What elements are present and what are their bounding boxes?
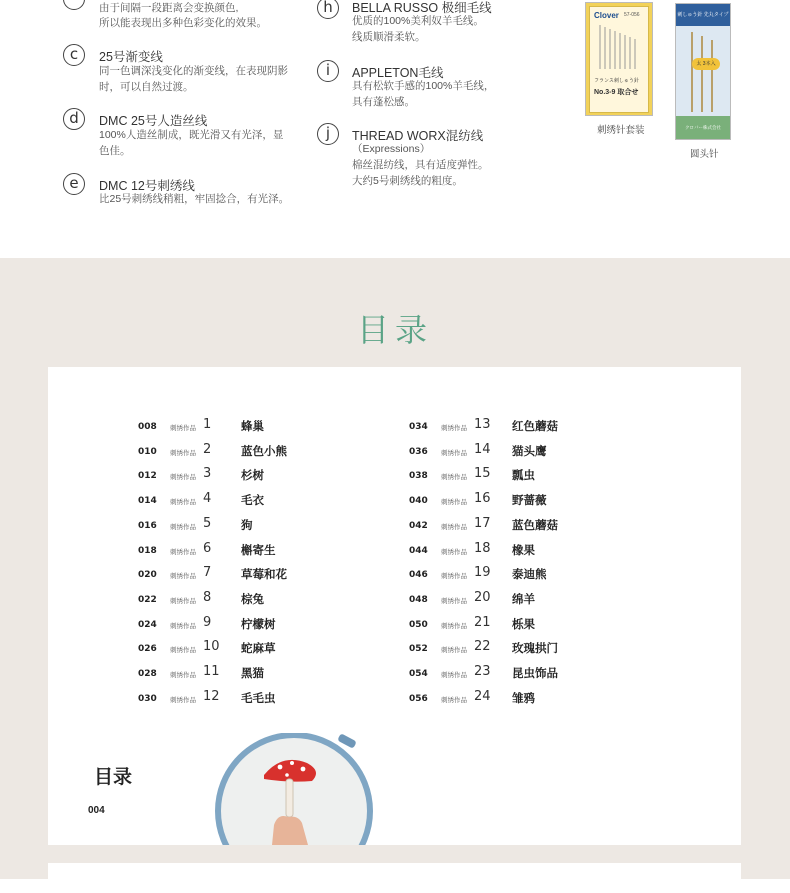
toc-work-number: 21: [474, 614, 491, 630]
toc-work-number: 20: [474, 589, 491, 605]
letter-badge: e: [63, 173, 85, 195]
preview-page-number: 004: [88, 805, 105, 816]
toc-work-label: 刺绣作品: [441, 647, 467, 655]
toc-page-number: 020: [138, 570, 157, 581]
toc-work-label: 刺绣作品: [170, 548, 196, 556]
toc-page-number: 030: [138, 693, 157, 704]
toc-work-label: 刺绣作品: [170, 449, 196, 457]
toc-work-number: 24: [474, 688, 491, 704]
toc-work-name: 棕兔: [241, 593, 264, 606]
toc-page-number: 012: [138, 471, 157, 482]
toc-work-name: 蓝色蘑菇: [512, 519, 558, 532]
toc-page-number: 024: [138, 619, 157, 630]
hoop-screw: [337, 733, 357, 749]
toc-work-label: 刺绣作品: [170, 523, 196, 531]
brand-logo: Clover: [594, 11, 619, 20]
package-footer: クロバー株式会社: [676, 116, 730, 139]
mushroom-stem: [286, 779, 293, 817]
material-desc-line: 所以能表现出多种色彩变化的效果。: [99, 17, 267, 29]
toc-work-number: 16: [474, 491, 491, 507]
toc-work-name: 槲寄生: [241, 544, 276, 557]
material-desc-line: （Expressions）: [352, 143, 431, 155]
material-desc-line: 同一色调深浅变化的渐变线，在表现阴影: [99, 65, 288, 77]
toc-work-number: 19: [474, 565, 491, 581]
needle-bundle: [596, 25, 642, 69]
toc-work-name: 橡果: [512, 544, 535, 557]
material-title: BELLA RUSSO 极细毛线: [352, 1, 492, 15]
material-desc-line: 棉丝混纺线，具有适度弹性。: [352, 159, 489, 171]
toc-work-number: 14: [474, 441, 491, 457]
toc-page-number: 050: [409, 619, 428, 630]
material-desc-line: 线质顺滑柔软。: [352, 31, 426, 43]
toc-work-name: 红色蘑菇: [512, 421, 558, 433]
material-title: DMC 12号刺绣线: [99, 179, 195, 193]
letter-badge: d: [63, 108, 85, 130]
toc-page-number: 044: [409, 545, 428, 556]
toc-work-label: 刺绣作品: [170, 474, 196, 482]
toc-work-number: 5: [203, 515, 212, 531]
embroidery-hoop-image: [212, 733, 376, 845]
toc-work-number: 15: [474, 466, 491, 482]
letter-badge: h: [317, 0, 339, 19]
letter-badge: i: [317, 60, 339, 82]
toc-page-number: 038: [409, 471, 428, 482]
needle-set-caption: 刺绣针套装: [597, 125, 645, 136]
toc-work-label: 刺绣作品: [170, 647, 196, 655]
material-desc-line: 时，可以自然过渡。: [99, 81, 194, 93]
toc-work-label: 刺绣作品: [441, 597, 467, 605]
toc-page-number: 018: [138, 545, 157, 556]
toc-page-number: 010: [138, 446, 157, 457]
toc-work-number: 6: [203, 540, 212, 556]
toc-work-name: 蓝色小熊: [241, 445, 287, 458]
needle-card: [589, 6, 649, 113]
toc-work-name: 玫瑰拱门: [512, 643, 558, 656]
toc-page-number: 016: [138, 520, 157, 531]
toc-work-name: 蜂巢: [241, 421, 264, 433]
letter-badge: j: [317, 123, 339, 145]
toc-page-number: 040: [409, 496, 428, 507]
toc-page-number: 028: [138, 669, 157, 679]
toc-work-name: 柠檬树: [241, 618, 276, 631]
toc-work-label: 刺绣作品: [170, 696, 196, 704]
toc-work-name: 狗: [241, 519, 253, 532]
toc-work-number: 22: [474, 639, 491, 655]
material-desc-line: 100%人造丝制成，既光滑又有光泽，显: [99, 129, 284, 141]
toc-work-label: 刺绣作品: [170, 597, 196, 605]
toc-work-label: 刺绣作品: [441, 474, 467, 482]
toc-work-name: 草莓和花: [241, 569, 287, 582]
toc-work-number: 10: [203, 639, 220, 655]
toc-work-label: 刺绣作品: [170, 622, 196, 630]
package-badge: 太 3本入: [692, 58, 720, 70]
material-desc-line: 优质的100%美利奴羊毛线。: [352, 15, 484, 27]
toc-work-label: 刺绣作品: [441, 622, 467, 630]
toc-work-name: 瓢虫: [512, 470, 535, 483]
material-desc-line: 由于间隔一段距离会变换颜色,: [99, 2, 239, 14]
toc-work-label: 刺绣作品: [441, 672, 467, 679]
letter-badge: c: [63, 44, 85, 66]
toc-work-name: 昆虫饰品: [512, 668, 558, 680]
material-title: THREAD WORX混纺线: [352, 129, 484, 143]
toc-page-number: 046: [409, 570, 428, 581]
material-desc-line: 比25号刺绣线稍粗，牢固捻合，有光泽。: [99, 193, 290, 205]
toc-card: [48, 367, 741, 845]
toc-work-number: 1: [203, 417, 212, 432]
toc-work-label: 刺绣作品: [441, 499, 467, 507]
toc-work-label: 刺绣作品: [170, 672, 196, 679]
toc-page-number: 034: [409, 422, 428, 432]
material-desc-line: 大约5号刺绣线的粗度。: [352, 175, 463, 187]
toc-work-label: 刺绣作品: [441, 425, 467, 432]
toc-work-name: 绵羊: [512, 593, 535, 606]
preview-title: 目录: [94, 767, 133, 788]
toc-work-name: 猫头鹰: [512, 445, 547, 458]
toc-work-name: 栎果: [512, 618, 535, 631]
toc-work-name: 雏鸦: [512, 692, 535, 705]
package-label-1: フランス刺しゅう針: [594, 78, 639, 84]
material-title: APPLETON毛线: [352, 66, 444, 80]
needles-icon: [684, 32, 722, 112]
round-needle-caption: 圆头针: [690, 149, 719, 160]
toc-work-name: 黑猫: [241, 668, 264, 680]
toc-page-number: 042: [409, 520, 428, 531]
toc-work-number: 3: [203, 466, 212, 482]
toc-page-number: 056: [409, 693, 428, 704]
toc-work-number: 8: [203, 589, 212, 605]
package-label-2: No.3-9 取合せ: [594, 89, 639, 96]
toc-work-label: 刺绣作品: [170, 425, 196, 432]
toc-work-name: 毛毛虫: [241, 692, 276, 705]
toc-page-number: 052: [409, 644, 428, 655]
toc-work-number: 17: [474, 515, 491, 531]
toc-work-number: 12: [203, 688, 220, 704]
toc-work-name: 毛衣: [241, 495, 264, 508]
toc-work-number: 18: [474, 540, 491, 556]
package-header: 刺しゅう針 先丸タイプ: [676, 4, 730, 26]
toc-page-number: 048: [409, 594, 428, 605]
materials-section: [0, 0, 790, 258]
toc-work-label: 刺绣作品: [441, 548, 467, 556]
toc-work-number: 11: [203, 664, 220, 679]
toc-page-number: 022: [138, 594, 157, 605]
material-title: 25号渐变线: [99, 50, 163, 64]
next-card: [48, 863, 741, 893]
contents-heading: 目录: [356, 311, 433, 349]
letter-badge: [63, 0, 85, 10]
toc-page-number: 036: [409, 446, 428, 457]
toc-work-label: 刺绣作品: [170, 499, 196, 507]
toc-work-number: 7: [203, 565, 212, 581]
toc-work-label: 刺绣作品: [441, 696, 467, 704]
toc-work-label: 刺绣作品: [170, 573, 196, 581]
toc-work-number: 4: [203, 491, 212, 507]
toc-work-name: 杉树: [241, 470, 264, 483]
toc-work-label: 刺绣作品: [441, 573, 467, 581]
toc-page-number: 014: [138, 496, 157, 507]
material-desc-line: 色佳。: [99, 145, 131, 157]
toc-work-name: 野蔷薇: [512, 495, 547, 508]
material-title: DMC 25号人造丝线: [99, 114, 208, 128]
round-needle-package: [675, 3, 731, 140]
toc-page-number: 026: [138, 644, 157, 655]
product-code: 57-056: [624, 12, 640, 18]
material-desc-line: 具有松软手感的100%羊毛线，: [352, 80, 495, 92]
toc-work-number: 23: [474, 664, 491, 679]
toc-work-name: 泰迪熊: [512, 569, 547, 582]
toc-work-label: 刺绣作品: [441, 449, 467, 457]
toc-work-number: 9: [203, 614, 212, 630]
toc-page-number: 054: [409, 669, 428, 679]
toc-page-number: 008: [138, 422, 157, 432]
toc-work-name: 蛇麻草: [241, 643, 276, 656]
needles-icon: [596, 25, 642, 69]
toc-work-number: 13: [474, 417, 491, 432]
material-desc-line: 具有蓬松感。: [352, 96, 415, 108]
toc-work-label: 刺绣作品: [441, 523, 467, 531]
toc-work-number: 2: [203, 441, 212, 457]
needle-set-package: [585, 2, 653, 116]
